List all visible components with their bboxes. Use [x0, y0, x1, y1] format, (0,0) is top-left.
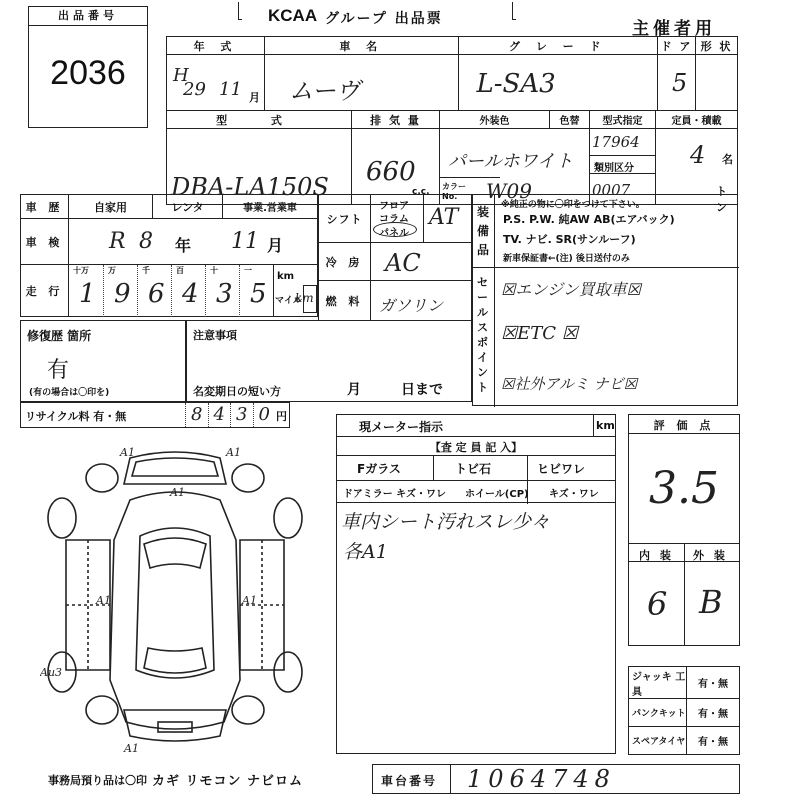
shift-option-floor: フロア	[379, 201, 409, 212]
ac-value: AC	[385, 249, 421, 277]
shift-label: シフト	[319, 195, 371, 243]
crack-label: ヒビワレ	[537, 462, 586, 476]
mileage-unit-label: 十	[210, 266, 218, 275]
mileage-unit-label: 十万	[73, 266, 89, 275]
history-table	[20, 194, 318, 317]
wheel-damage-label: キズ・ワレ	[549, 489, 599, 500]
mileage-digit: 1	[79, 279, 96, 309]
grade-vertical-divider	[684, 543, 685, 645]
car-diagram	[40, 440, 310, 770]
grades-box	[628, 414, 740, 646]
inspector-comment-1: 車内シート汚れスレ少々	[341, 511, 551, 533]
car-name-header: 車 名	[265, 37, 459, 55]
mileage-unit-label: 一	[244, 266, 252, 275]
classification-label: 類別区分	[594, 163, 634, 174]
shift-option-column: コラム	[379, 214, 409, 225]
tire-front-right	[232, 464, 264, 492]
inspection-label: 車 検	[21, 219, 69, 265]
load-unit: トン	[716, 185, 727, 214]
mileage-digit-cell	[205, 265, 239, 317]
exterior-color-header	[440, 111, 550, 129]
mileage-digit: 3	[216, 279, 233, 309]
mile-mark: km	[295, 291, 314, 305]
meter-unit: km	[596, 419, 615, 432]
glass-label: Fガラス	[357, 462, 401, 476]
stone-chip-label: トビ石	[455, 462, 492, 476]
grid-vline-1	[433, 456, 434, 480]
color-code-header: 色替	[550, 111, 590, 129]
ac-label: 冷 房	[319, 243, 371, 281]
cc-unit: c.c.	[412, 187, 430, 197]
mileage-digit: 4	[182, 279, 199, 309]
options-line-1: P.S. P.W. 純AW AB(エアバック)	[503, 213, 675, 226]
options-line-2: TV. ナビ. SR(サンルーフ)	[503, 233, 636, 246]
options-divider	[495, 267, 739, 268]
month-unit: 月	[249, 91, 260, 104]
rear-window	[144, 648, 206, 673]
recycle-digit: 4	[208, 403, 231, 427]
windshield	[144, 538, 206, 568]
car-name-value: ムーヴ	[289, 77, 360, 105]
shift-selection-circle	[373, 222, 417, 237]
sales-point-2: ☒ETC ☒	[501, 323, 578, 344]
damage-mark-7: Au3	[40, 666, 63, 679]
tire-rear-right	[232, 696, 264, 724]
interior-grade: 6	[647, 585, 668, 623]
meter-label: 現メーター指示	[359, 420, 444, 434]
recycle-digits	[185, 403, 275, 427]
damage-mark-4: A1	[96, 594, 111, 607]
spare-label: スペアタイヤ	[629, 727, 687, 755]
header-logo: KCAA	[268, 6, 318, 25]
doors-cell	[658, 55, 696, 111]
ac-cell	[371, 243, 472, 281]
caution-label: 注意事項	[193, 329, 237, 342]
puncture-choice[interactable]: 有・無	[687, 699, 740, 727]
mileage-digit: 6	[148, 279, 165, 309]
options-line-3: 新車保証書←(注) 後日送付のみ	[503, 254, 630, 264]
puncture-label: パンクキット	[629, 699, 687, 727]
lot-box	[28, 6, 148, 128]
inspection-month: 11	[231, 229, 259, 254]
shift-cell	[371, 195, 472, 243]
mileage-digit-cell	[103, 265, 137, 317]
recycle-digit: 3	[230, 403, 253, 427]
recycle-box	[20, 402, 290, 428]
equipment-table	[318, 194, 472, 321]
shape-cell	[696, 55, 738, 111]
displacement-value: 660	[366, 157, 416, 187]
inspection-year: 8	[139, 229, 153, 254]
recycle-digit: 0	[253, 403, 276, 427]
history-option-rental: レンタ	[153, 195, 223, 219]
wheel-label: ホイール(CP)	[465, 489, 529, 500]
jack-label: ジャッキ 工具	[629, 667, 687, 699]
mile-label: マイル	[275, 296, 302, 306]
color-no-label: カラー No.	[442, 182, 466, 201]
history-option-private: 自家用	[69, 195, 153, 219]
inspector-comment-2: 各A1	[343, 541, 388, 563]
options-note: ※純正の物に〇印をつけて下さい。	[501, 200, 645, 210]
name-change-month: 月	[347, 382, 361, 398]
repair-label: 修復歴 箇所	[27, 329, 92, 343]
doors-header: ド ア	[658, 37, 696, 55]
mileage-digit-cell	[171, 265, 205, 317]
name-change-day: 日まで	[401, 382, 443, 398]
exterior-label: 外 装	[693, 549, 728, 562]
model-value: DBA-LA150S	[171, 173, 329, 201]
tire-front-left	[86, 464, 118, 492]
name-change-label: 名変期日の短い方	[193, 385, 281, 398]
repair-box	[20, 320, 186, 402]
color-no-value: W09	[486, 179, 533, 203]
model-header: 型 式	[167, 111, 352, 129]
sales-side-label: セールスポイント	[477, 276, 488, 394]
mileage-unit-divider	[273, 265, 274, 317]
grade-value: L-SA3	[476, 69, 556, 99]
organizer-label: 主催者用	[632, 19, 716, 39]
car-name-cell	[265, 55, 459, 111]
sales-point-1: ☒エンジン買取車☒	[501, 280, 641, 299]
lot-label: 出品番号	[29, 7, 147, 26]
mileage-cell	[69, 265, 318, 317]
mileage-digit: 9	[114, 279, 131, 309]
repair-note: (有の場合は〇印を)	[29, 388, 110, 398]
capacity-header: 定員・積載	[656, 111, 738, 129]
cabin-outline	[136, 528, 214, 678]
fuel-value: ガソリン	[379, 296, 444, 315]
mileage-digit-cell	[69, 265, 103, 317]
capacity-unit: 名	[722, 153, 733, 166]
corner-mark-left	[238, 2, 242, 20]
capacity-value: 4	[690, 141, 706, 169]
tire-rear-left	[86, 696, 118, 724]
tire-side-fl	[48, 498, 76, 538]
recycle-digit: 8	[185, 403, 208, 427]
score-divider	[629, 433, 739, 434]
mileage-label: 走 行	[21, 265, 69, 317]
damage-mark-1: A1	[120, 446, 135, 459]
corner-mark-right	[512, 2, 516, 20]
interior-label: 内 装	[639, 549, 674, 562]
fuel-label: 燃 料	[319, 281, 371, 321]
color-no-divider	[440, 177, 500, 178]
year-header: 年 式	[167, 37, 265, 55]
history-option-business: 事業.営業車	[223, 195, 318, 219]
score-label: 評 価 点	[653, 419, 715, 432]
mileage-unit-label: 百	[176, 266, 184, 275]
era-value: H	[173, 65, 189, 86]
meter-unit-divider	[593, 415, 594, 437]
office-label: 事務局預り品は〇印	[48, 774, 147, 787]
inspector-box	[336, 414, 616, 754]
classification-divider-2	[590, 173, 656, 174]
spare-choice[interactable]: 有・無	[687, 727, 740, 755]
chassis-box	[372, 764, 740, 794]
shift-options-divider	[423, 195, 424, 243]
exterior-color-label: 外装色	[479, 116, 510, 127]
lot-number: 2036	[50, 54, 126, 92]
options-box	[472, 194, 738, 406]
mileage-digit: 5	[250, 279, 267, 309]
repair-value: 有	[47, 358, 70, 383]
score-value: 3.5	[649, 463, 719, 514]
inspector-grid	[337, 455, 615, 503]
color-value: パールホワイト	[448, 151, 574, 172]
front-view-glass	[132, 458, 218, 476]
damage-mark-5: A1	[242, 594, 257, 607]
chassis-value: 1064748	[467, 765, 616, 793]
mirror-label: ドアミラー キズ・ワレ	[343, 489, 446, 500]
vehicle-table	[166, 36, 738, 111]
exterior-grade: B	[699, 583, 723, 621]
fuel-cell	[371, 281, 472, 321]
type-designation-value: 17964	[592, 133, 640, 151]
options-side-divider	[473, 267, 495, 268]
chassis-label: 車台番号	[381, 774, 438, 788]
mileage-digit-cell	[239, 265, 273, 317]
tire-side-rr	[274, 652, 302, 692]
sales-point-3: ☒社外アルミ ナビ☒	[501, 375, 638, 393]
month-value: 11	[219, 79, 242, 100]
mileage-unit-label: 千	[142, 266, 150, 275]
front-view-body	[124, 452, 226, 484]
recycle-label: リサイクル料 有・無	[25, 410, 127, 423]
grade-header: グ レ ー ド	[458, 37, 658, 55]
header-title: グループ 出品票	[325, 11, 443, 27]
year-value: 29	[183, 79, 206, 100]
rear-plate	[158, 722, 192, 732]
inspector-heading: 【査 定 員 記 入】	[429, 441, 523, 454]
mileage-unit-label: 万	[108, 266, 116, 275]
items-table	[628, 666, 740, 755]
mileage-digit-cell	[137, 265, 171, 317]
grade-cell	[458, 55, 658, 111]
displacement-header: 排 気 量	[352, 111, 440, 129]
shift-option-panel: パネル	[379, 228, 409, 239]
jack-choice[interactable]: 有・無	[687, 667, 740, 699]
classification-divider	[590, 155, 656, 156]
classification-value: 0007	[592, 181, 631, 199]
year-value-cell	[167, 55, 265, 111]
inspection-month-unit: 月	[267, 236, 284, 255]
recycle-unit: 円	[276, 410, 287, 423]
damage-mark-3: A1	[170, 486, 185, 499]
options-side-label: 装備品	[477, 205, 490, 257]
office-items: カギ リモコン ナビロム	[152, 774, 304, 789]
damage-mark-6: A1	[124, 742, 139, 755]
shape-header: 形 状	[696, 37, 738, 55]
mileage-digits	[69, 265, 273, 317]
inspection-cell	[69, 219, 318, 265]
doors-value: 5	[672, 69, 688, 97]
type-designation-header: 型式指定	[590, 111, 656, 129]
inspection-era: R	[109, 229, 126, 254]
meter-row	[337, 415, 615, 437]
km-label: km	[277, 271, 295, 282]
tire-side-fr	[274, 498, 302, 538]
history-label: 車 歴	[21, 195, 69, 219]
grid-hline	[337, 480, 615, 481]
damage-mark-2: A1	[226, 446, 241, 459]
caution-box	[186, 320, 472, 402]
inspection-year-unit: 年	[175, 236, 192, 255]
shift-value: AT	[429, 205, 459, 230]
